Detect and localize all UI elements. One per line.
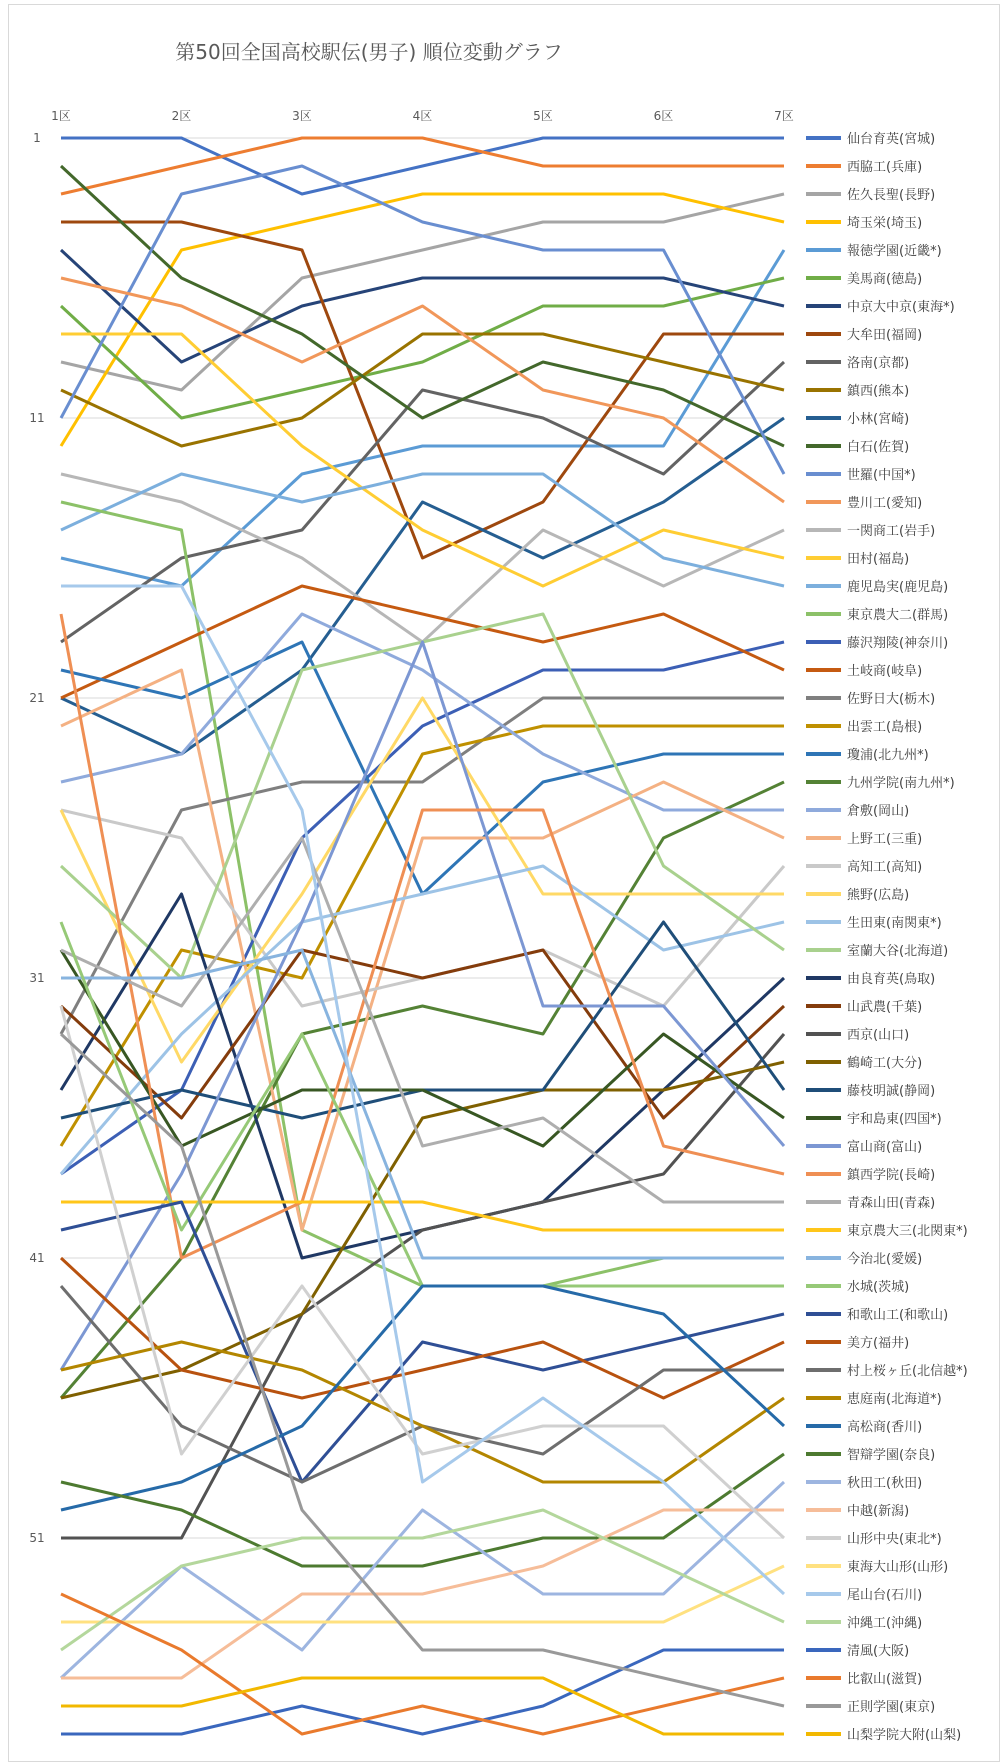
- legend-entry: 和歌山工(和歌山): [847, 1308, 949, 1323]
- legend-entry: 藤沢翔陵(神奈川): [847, 636, 949, 651]
- legend-entry: 高松商(香川): [847, 1420, 923, 1435]
- series-line: [61, 334, 784, 586]
- legend-entry: 清風(大阪): [847, 1644, 910, 1659]
- x-tick-label: 7区: [774, 109, 794, 123]
- y-tick-label: 21: [29, 691, 45, 705]
- legend-entry: 土岐商(岐阜): [847, 664, 923, 679]
- legend-entry: 豊川工(愛知): [847, 496, 923, 511]
- x-tick-label: 5区: [533, 109, 553, 123]
- legend-entry: 山形中央(東北*): [847, 1532, 942, 1547]
- legend-entry: 鎮西(熊本): [847, 384, 910, 399]
- legend-entry: 一関商工(岩手): [847, 524, 936, 539]
- rank-change-chart: [9, 5, 999, 1761]
- legend-entry: 佐野日大(栃木): [847, 692, 936, 707]
- legend: [806, 131, 968, 1743]
- series-line: [61, 1510, 784, 1678]
- legend-entry: 美方(福井): [847, 1336, 910, 1351]
- legend-entry: 倉敷(岡山): [847, 804, 910, 819]
- chart-frame: [8, 4, 1000, 1762]
- legend-entry: 東京農大二(群馬): [847, 608, 949, 623]
- legend-entry: 報徳学園(近畿*): [847, 244, 942, 259]
- y-tick-label: 41: [29, 1251, 45, 1265]
- legend-entry: 由良育英(鳥取): [847, 972, 936, 987]
- legend-entry: 埼玉栄(埼玉): [847, 216, 923, 231]
- legend-entry: 比叡山(滋賀): [847, 1672, 923, 1687]
- x-tick-label: 2区: [171, 109, 192, 123]
- x-axis-ticks: [51, 109, 794, 123]
- legend-entry: 富山商(富山): [847, 1140, 923, 1155]
- series-line: [61, 642, 784, 894]
- legend-entry: 西脇工(兵庫): [847, 160, 923, 175]
- series-line: [61, 1650, 784, 1734]
- legend-entry: 智辯学園(奈良): [847, 1448, 936, 1463]
- legend-entry: 白石(佐賀): [847, 440, 910, 455]
- x-tick-label: 3区: [292, 109, 312, 123]
- legend-entry: 出雲工(島根): [847, 720, 923, 735]
- y-tick-label: 1: [33, 131, 41, 145]
- series-line: [61, 1202, 784, 1482]
- legend-entry: 中京大中京(東海*): [847, 300, 955, 315]
- legend-entry: 鎮西学院(長崎): [847, 1168, 936, 1183]
- y-axis-ticks: [29, 131, 44, 1545]
- legend-entry: 青森山田(青森): [847, 1196, 936, 1211]
- legend-entry: 九州学院(南九州*): [847, 776, 955, 791]
- legend-entry: 恵庭南(北海道*): [847, 1392, 942, 1407]
- legend-entry: 秋田工(秋田): [847, 1476, 923, 1491]
- legend-entry: 上野工(三重): [847, 832, 923, 847]
- legend-entry: 生田東(南関東*): [847, 916, 942, 931]
- legend-entry: 高知工(高知): [847, 860, 923, 875]
- legend-entry: 東京農大三(北関東*): [847, 1224, 968, 1239]
- legend-entry: 山武農(千葉): [847, 1000, 923, 1015]
- legend-entry: 宇和島東(四国*): [847, 1112, 942, 1127]
- y-tick-label: 51: [29, 1531, 45, 1545]
- legend-entry: 中越(新潟): [847, 1504, 910, 1519]
- legend-entry: 東海大山形(山形): [847, 1560, 949, 1575]
- legend-entry: 美馬商(徳島): [847, 272, 923, 287]
- legend-entry: 水城(茨城): [847, 1280, 910, 1295]
- legend-entry: 仙台育英(宮城): [847, 132, 936, 147]
- x-tick-label: 1区: [51, 109, 71, 123]
- legend-entry: 世羅(中国*): [847, 468, 916, 483]
- series-line: [61, 1258, 784, 1398]
- legend-entry: 熊野(広島): [847, 888, 910, 903]
- legend-entry: 瓊浦(北九州*): [847, 748, 929, 763]
- y-tick-label: 31: [29, 971, 45, 985]
- legend-entry: 室蘭大谷(北海道): [847, 944, 949, 959]
- y-tick-label: 11: [29, 411, 45, 425]
- legend-entry: 大牟田(福岡): [847, 328, 923, 343]
- legend-entry: 鹿児島実(鹿児島): [847, 580, 949, 595]
- legend-entry: 藤枝明誠(静岡): [847, 1084, 936, 1099]
- series-lines: [61, 138, 784, 1734]
- x-tick-label: 4区: [412, 109, 433, 123]
- legend-entry: 尾山台(石川): [847, 1588, 923, 1603]
- x-tick-label: 6区: [653, 109, 674, 123]
- legend-entry: 山梨学院大附(山梨): [847, 1728, 962, 1743]
- legend-entry: 沖縄工(沖縄): [847, 1616, 923, 1631]
- legend-entry: 田村(福島): [847, 552, 910, 567]
- legend-entry: 村上桜ヶ丘(北信越*): [847, 1364, 968, 1379]
- legend-entry: 佐久長聖(長野): [847, 188, 936, 203]
- legend-entry: 今治北(愛媛): [847, 1252, 923, 1267]
- chart-title: 第50回全国高校駅伝(男子) 順位変動グラフ: [175, 40, 563, 64]
- series-line: [61, 950, 784, 1258]
- legend-entry: 正則学園(東京): [847, 1700, 936, 1715]
- legend-entry: 鶴崎工(大分): [847, 1056, 923, 1071]
- legend-entry: 小林(宮崎): [847, 412, 910, 427]
- legend-entry: 西京(山口): [847, 1028, 910, 1043]
- legend-entry: 洛南(京都): [847, 356, 910, 371]
